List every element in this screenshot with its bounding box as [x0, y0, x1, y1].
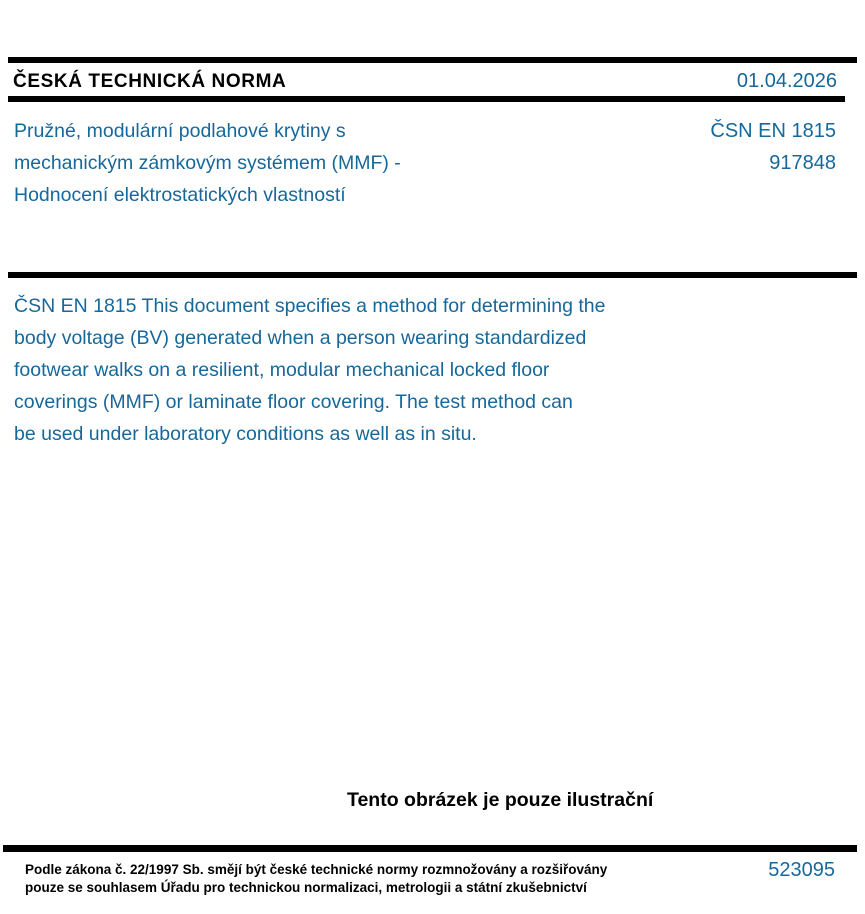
- abstract-line: body voltage (BV) generated when a person wearing standardized: [14, 327, 587, 349]
- abstract-line: footwear walks on a resilient, modular mechanical locked floor: [14, 359, 550, 381]
- standard-title: [14, 115, 401, 211]
- footer-legal-line: Podle zákona č. 22/1997 Sb. smějí být české technické normy rozmnožovány a rozšiřovány: [25, 862, 608, 877]
- standard-title-line: Pružné, modulární podlahové krytiny s: [14, 120, 346, 142]
- publication-date: 01.04.2026: [736, 70, 837, 92]
- footer-order-number: 523095: [768, 859, 835, 881]
- footer-legal-line: pouze se souhlasem Úřadu pro technickou normalizaci, metrologii a státní zkušebnictví: [25, 879, 587, 895]
- header-rule: [8, 96, 845, 102]
- standard-title-line: Hodnocení elektrostatických vlastností: [14, 184, 346, 206]
- footer-rule: [3, 845, 857, 852]
- abstract-line: ČSN EN 1815 This document specifies a method for determining the: [14, 295, 606, 317]
- abstract-line: coverings (MMF) or laminate floor covering. The test method can: [14, 391, 573, 413]
- page-title: ČESKÁ TECHNICKÁ NORMA: [13, 71, 287, 92]
- footer-legal-text: [25, 861, 607, 896]
- standard-identifiers: [710, 115, 836, 179]
- standard-title-line: mechanickým zámkovým systémem (MMF) -: [14, 152, 401, 174]
- abstract-line: be used under laboratory conditions as well as in situ.: [14, 423, 477, 445]
- section-rule: [8, 272, 857, 278]
- illustration-note: Tento obrázek je pouze ilustrační: [347, 789, 654, 811]
- standard-catalog-number: 917848: [769, 152, 836, 174]
- abstract-text: [14, 290, 605, 450]
- top-rule: [8, 57, 857, 63]
- standard-designation: ČSN EN 1815: [710, 120, 836, 142]
